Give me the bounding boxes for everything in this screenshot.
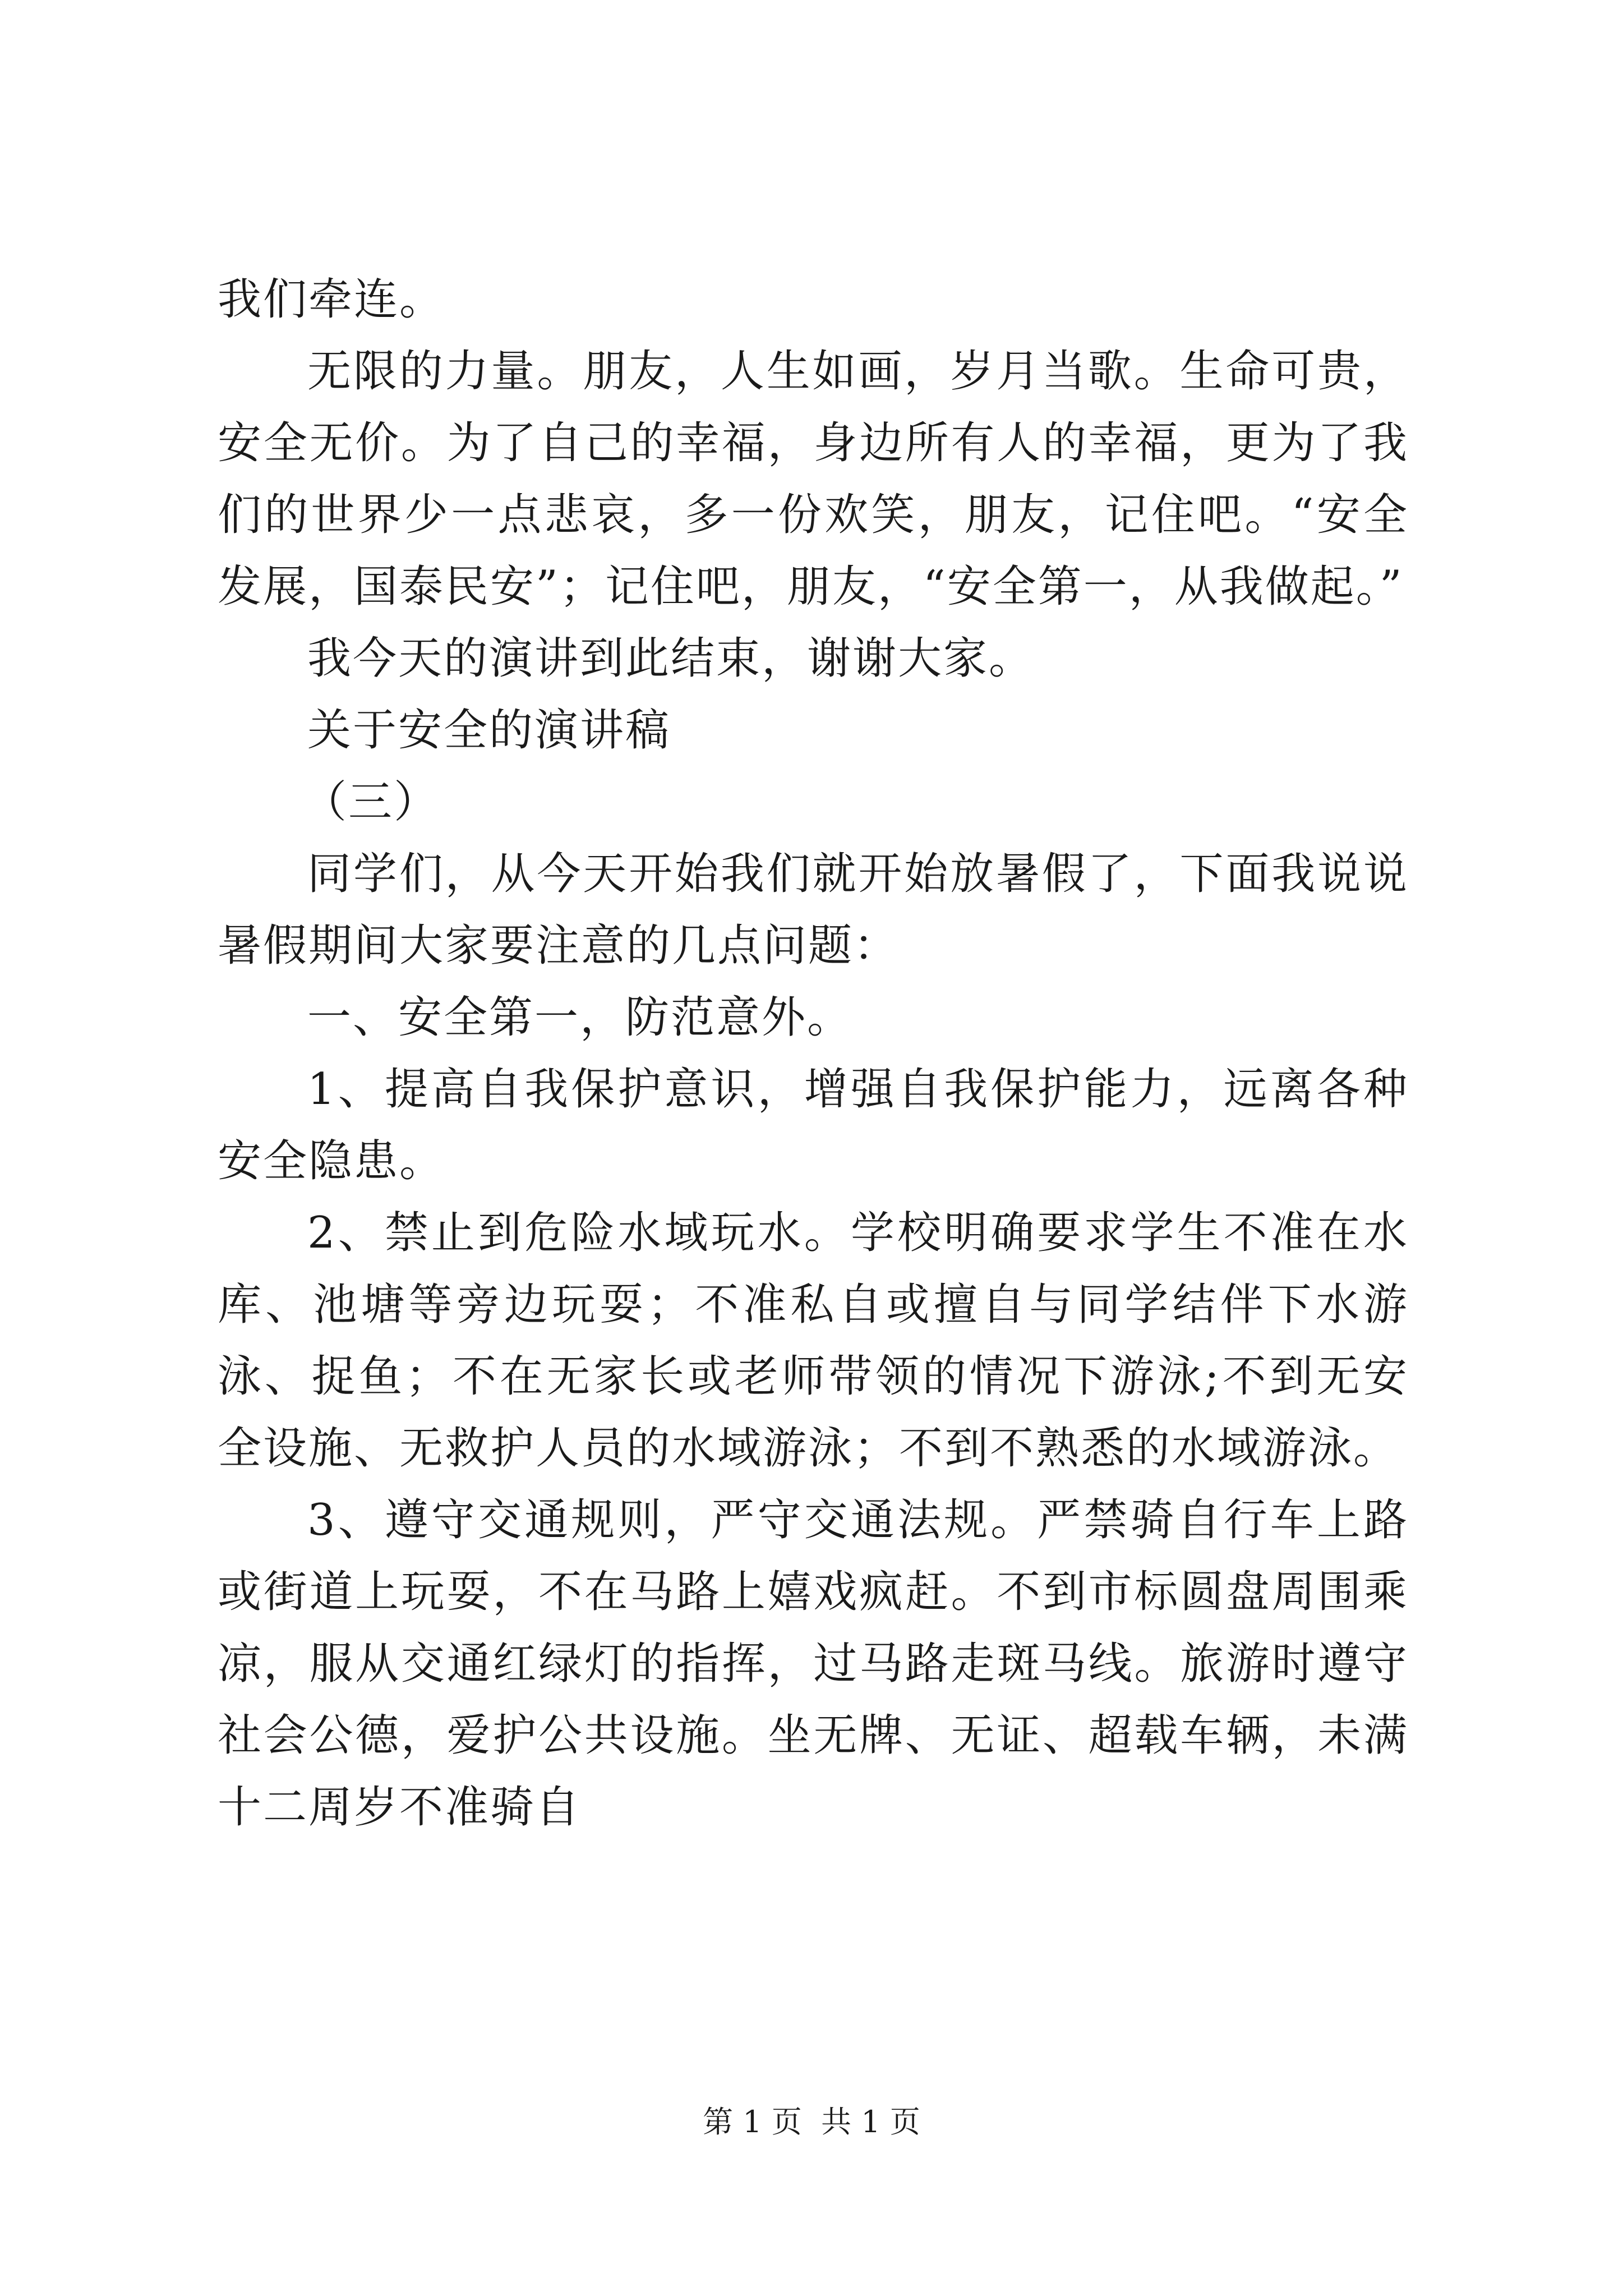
paragraph-continuation: 我们牵连。 [218,274,445,325]
page-number: 第 1 页 共 1 页 [703,2104,920,2139]
section-number: （三） [303,777,440,827]
heading-safety-first: 一、安全第一，防范意外。 [307,992,853,1043]
list-item-2: 2、禁止到危险水域玩水。学校明确要求学生不准在水库、池塘等旁边玩耍；不准私自或擅自与同学结伴下水游泳、捉鱼；不在无家长或老师带领的情况下游泳;不到无安全设施、无救护人员的水域游泳；不到不熟悉的水域游泳。 [218,1208,1409,1474]
document-body [218,264,1409,1843]
page-footer [0,2102,1623,2142]
section-title: 关于安全的演讲稿 [307,705,671,756]
paragraph-intro: 同学们，从今天开始我们就开始放暑假了，下面我说说暑假期间大家要注意的几点问题： [218,849,1409,971]
paragraph-speech-end: 我今天的演讲到此结束，谢谢大家。 [307,633,1035,684]
paragraph-closing-remarks: 无限的力量。朋友，人生如画，岁月当歌。生命可贵，安全无价。为了自己的幸福，身边所有人的幸福，更为了我们的世界少一点悲哀，多一份欢笑，朋友，记住吧。“安全发展，国泰民安”；记住吧，朋友，“安全第一，从我做起。” [218,346,1409,612]
list-item-1: 1、提高自我保护意识，增强自我保护能力，远离各种安全隐患。 [218,1064,1409,1186]
list-item-3: 3、遵守交通规则，严守交通法规。严禁骑自行车上路或街道上玩耍，不在马路上嬉戏疯赶。不到市标圆盘周围乘凉，服从交通红绿灯的指挥，过马路走斑马线。旅游时遵守社会公德，爱护公共设施。坐无牌、无证、超载车辆，未满十二周岁不准骑自 [218,1495,1409,1833]
